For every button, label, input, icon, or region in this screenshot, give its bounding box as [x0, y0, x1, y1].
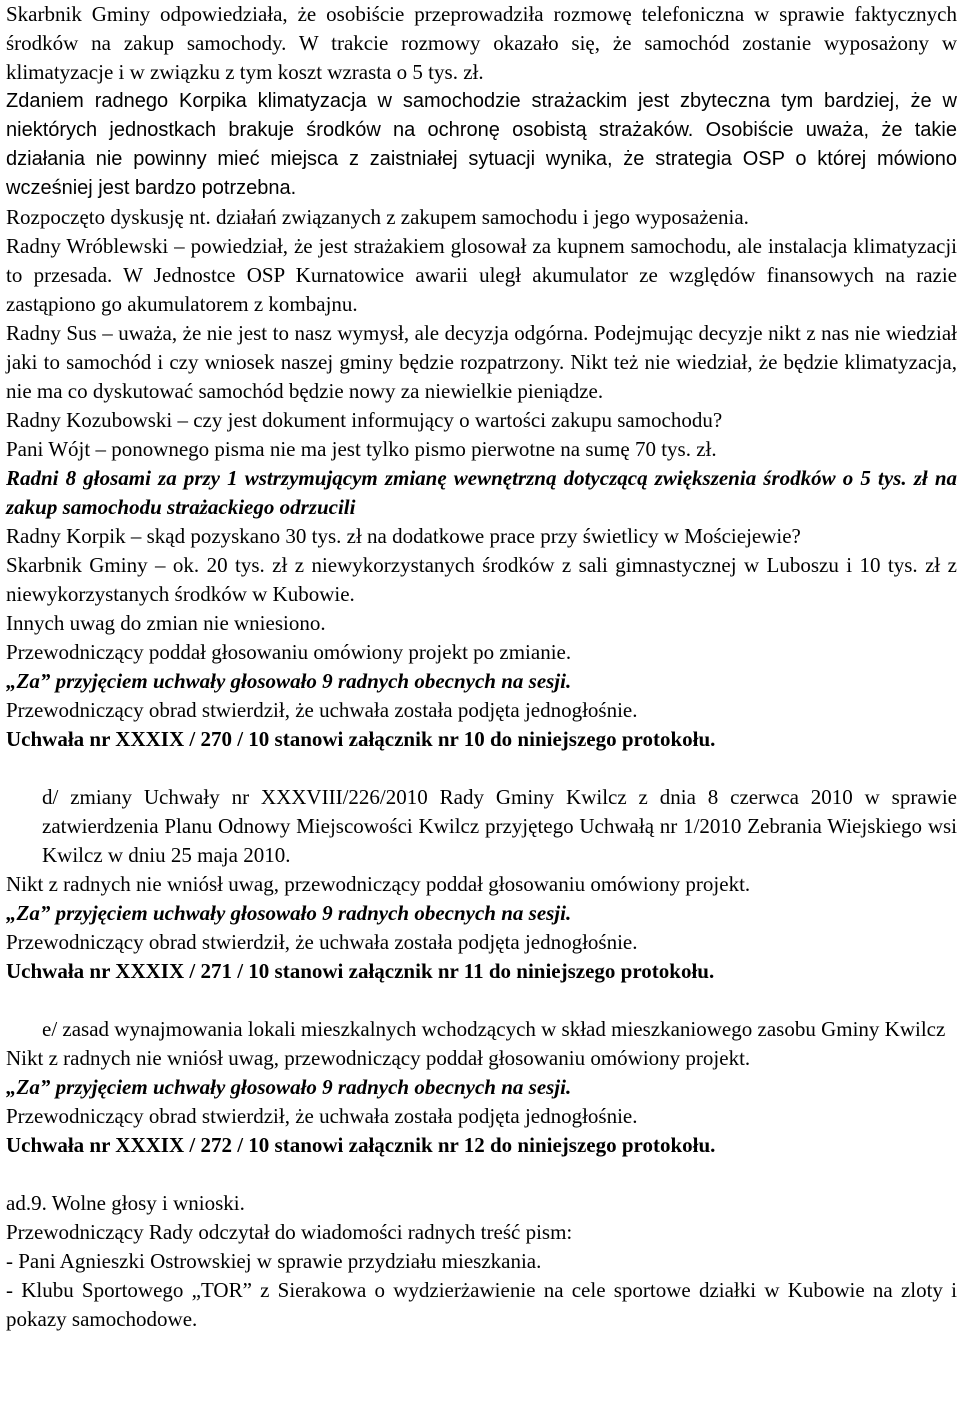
paragraph: Przewodniczący obrad stwierdził, że uchwała została podjęta jednogłośnie. — [6, 930, 638, 954]
list-item: - Klubu Sportowego „TOR” z Sierakowa o wydzierżawienie na cele sportowe działki w Kubowie na zloty i pokazy samochodowe. — [6, 1278, 957, 1331]
paragraph: Radny Sus – uważa, że nie jest to nasz wymysł, ale decyzja odgórna. Podejmując decyzje nikt z nas nie wiedział jaki to samochód i czy wniosek naszej gminy będzie rozpatrzony. Nikt też nie wiedział, że będzie klimatyzacja, nie ma co dyskutować samochód będzie nowy za niewielkie pieniądze. — [6, 321, 957, 403]
agenda-item-e: e/ zasad wynajmowania lokali mieszkalnych wchodzących w skład mieszkaniowego zasobu Gminy Kwilcz — [42, 1017, 946, 1041]
paragraph: Skarbnik Gminy odpowiedziała, że osobiście przeprowadziła rozmowę telefoniczna w sprawie faktycznych środków na zakup samochody. W trakcie rozmowy okazało się, że samochód zostanie wyposażony w klimatyzacje i w związku z tym koszt wzrasta o 5 tys. zł. — [6, 2, 957, 84]
vote-result: „Za” przyjęciem uchwały głosowało 9 radnych obecnych na sesji. — [6, 901, 572, 925]
paragraph: Nikt z radnych nie wniósł uwag, przewodniczący poddał głosowaniu omówiony projekt. — [6, 1046, 751, 1070]
list-item: - Pani Agnieszki Ostrowskiej w sprawie przydziału mieszkania. — [6, 1249, 542, 1273]
spacer — [6, 1160, 957, 1189]
spacer — [6, 986, 957, 1015]
paragraph: Przewodniczący obrad stwierdził, że uchwała została podjęta jednogłośnie. — [6, 698, 638, 722]
paragraph: Pani Wójt – ponownego pisma nie ma jest tylko pismo pierwotne na sumę 70 tys. zł. — [6, 437, 717, 461]
agenda-item-d: d/ zmiany Uchwały nr XXXVIII/226/2010 Rady Gminy Kwilcz z dnia 8 czerwca 2010 w sprawie zatwierdzenia Planu Odnowy Miejscowości Kwilcz przyjętego Uchwałą nr 1/2010 Zebrania Wiejskiego wsi Kwilcz w dniu 25 maja 2010. — [42, 785, 957, 867]
vote-result: „Za” przyjęciem uchwały głosowało 9 radnych obecnych na sesji. — [6, 669, 572, 693]
vote-result: „Za” przyjęciem uchwały głosowało 9 radnych obecnych na sesji. — [6, 1075, 572, 1099]
section-heading: ad.9. Wolne głosy i wnioski. — [6, 1191, 245, 1215]
decision-statement: Radni 8 głosami za przy 1 wstrzymującym zmianę wewnętrzną dotyczącą zwiększenia środków o 5 tys. zł na zakup samochodu strażackiego odrzucili — [6, 466, 957, 519]
paragraph: Przewodniczący obrad stwierdził, że uchwała została podjęta jednogłośnie. — [6, 1104, 638, 1128]
resolution-reference: Uchwała nr XXXIX / 272 / 10 stanowi załącznik nr 12 do niniejszego protokołu. — [6, 1133, 716, 1157]
paragraph: Rozpoczęto dyskusję nt. działań związanych z zakupem samochodu i jego wyposażenia. — [6, 205, 749, 229]
resolution-reference: Uchwała nr XXXIX / 270 / 10 stanowi załącznik nr 10 do niniejszego protokołu. — [6, 727, 716, 751]
paragraph: Nikt z radnych nie wniósł uwag, przewodniczący poddał głosowaniu omówiony projekt. — [6, 872, 751, 896]
paragraph: Przewodniczący poddał głosowaniu omówiony projekt po zmianie. — [6, 640, 572, 664]
paragraph: Radny Wróblewski – powiedział, że jest strażakiem glosował za kupnem samochodu, ale instalacja klimatyzacji to przesada. W Jednostce OSP Kurnatowice awarii uległ akumulator ze względów finansowych na razie zastąpiono go akumulatorem z kombajnu. — [6, 234, 957, 316]
spacer — [6, 754, 957, 783]
paragraph: Przewodniczący Rady odczytał do wiadomości radnych treść pism: — [6, 1220, 573, 1244]
paragraph: Innych uwag do zmian nie wniesiono. — [6, 611, 326, 635]
resolution-reference: Uchwała nr XXXIX / 271 / 10 stanowi załącznik nr 11 do niniejszego protokołu. — [6, 959, 715, 983]
paragraph: Radny Kozubowski – czy jest dokument informujący o wartości zakupu samochodu? — [6, 408, 723, 432]
paragraph: Skarbnik Gminy – ok. 20 tys. zł z niewykorzystanych środków z sali gimnastycznej w Luboszu i 10 tys. zł z niewykorzystanych środków w Kubowie. — [6, 553, 957, 606]
paragraph: Radny Korpik – skąd pozyskano 30 tys. zł na dodatkowe prace przy świetlicy w Mościejewie? — [6, 524, 801, 548]
paragraph: Zdaniem radnego Korpika klimatyzacja w samochodzie strażackim jest zbyteczna tym bardziej, że w niektórych jednostkach brakuje środków na ochronę osobistą strażaków. Osobiście uważa, że takie działania nie powinny mieć miejsca z zaistniałej sytuacji wynika, że strategia OSP o której mówiono wcześniej jest bardzo potrzebna. — [6, 90, 957, 199]
